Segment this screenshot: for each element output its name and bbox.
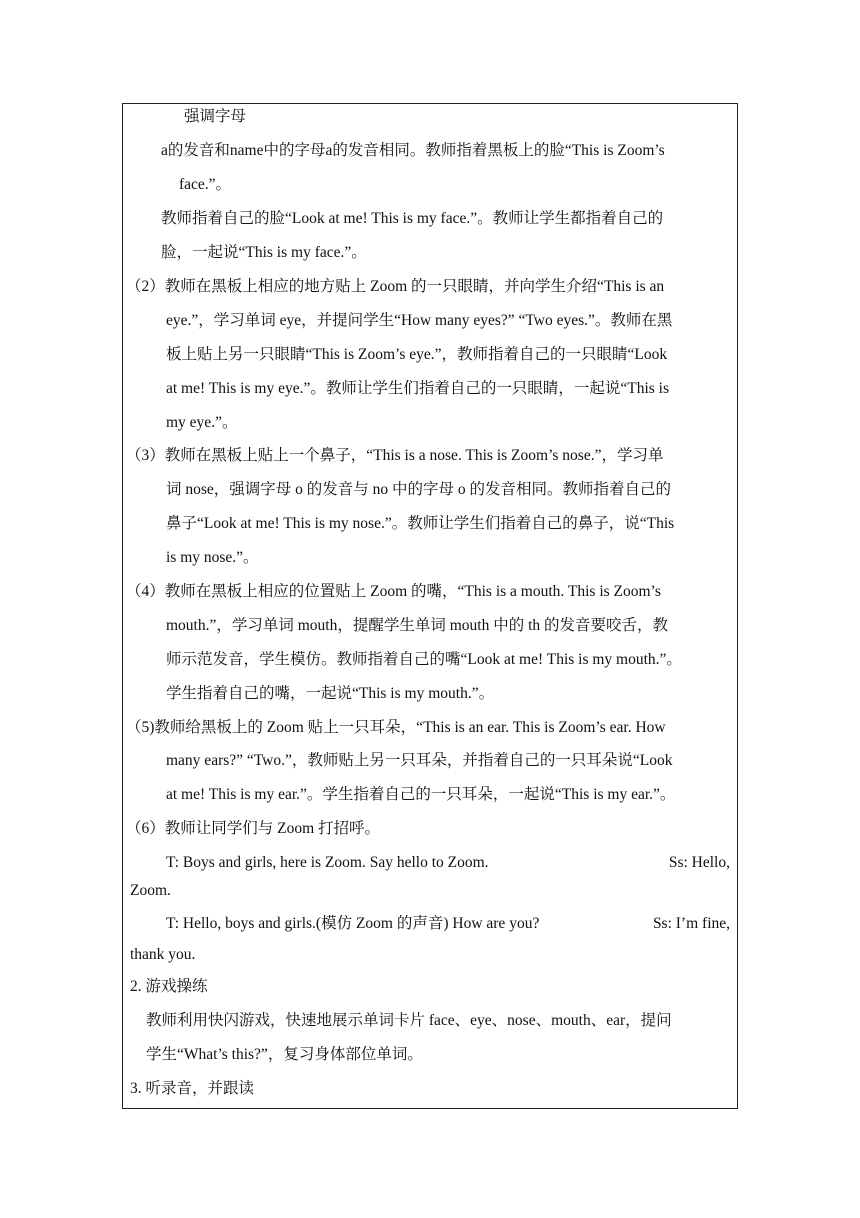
text-line: at me! This is my eye.”。教师让学生们指着自己的一只眼睛，一起说“This is: [166, 380, 669, 397]
text-line: 脸，一起说“This is my face.”。: [161, 244, 367, 261]
text-line: is my nose.”。: [166, 549, 259, 566]
dialogue-line: [166, 914, 730, 934]
text-line: 鼻子“Look at me! This is my nose.”。教师让学生们指着自己的鼻子，说“This: [166, 515, 675, 532]
text-line: at me! This is my ear.”。学生指着自己的一只耳朵，一起说“This is my ear.”。: [166, 786, 676, 803]
text-line: face.”。: [179, 176, 232, 193]
text-line: 教师利用快闪游戏，快速地展示单词卡片 face、eye、nose、mouth、ear，提问: [146, 1012, 672, 1029]
text-line: Zoom.: [130, 882, 171, 899]
text-line: 强调字母: [184, 108, 247, 125]
text-line: 板上贴上另一只眼睛“This is Zoom’s eye.”，教师指着自己的一只眼睛“Look: [166, 346, 668, 363]
text-line: （6）教师让同学们与 Zoom 打招呼。: [126, 820, 381, 837]
student-reply: Ss: I’m fine,: [652, 915, 730, 932]
text-line: 学生指着自己的嘴，一起说“This is my mouth.”。: [166, 685, 495, 702]
text-line: （4）教师在黑板上相应的位置贴上 Zoom 的嘴，“This is a mouth. This is Zoom’s: [126, 583, 661, 600]
text-line: mouth.”，学习单词 mouth，提醒学生单词 mouth 中的 th 的发音要咬舌，教: [166, 617, 669, 634]
section-heading: 3. 听录音，并跟读: [130, 1080, 255, 1097]
text-line: 词 nose，强调字母 o 的发音与 no 中的字母 o 的发音相同。教师指着自己的: [166, 481, 672, 498]
text-line: （5)教师给黑板上的 Zoom 贴上一只耳朵，“This is an ear. This is Zoom’s ear. How: [126, 719, 666, 736]
text-line: （2）教师在黑板上相应的地方贴上 Zoom 的一只眼睛，并向学生介绍“This is an: [126, 278, 665, 295]
text-line: 师示范发音，学生模仿。教师指着自己的嘴“Look at me! This is my mouth.”。: [166, 651, 682, 668]
text-line: 教师指着自己的脸“Look at me! This is my face.”。教师让学生都指着自己的: [161, 210, 664, 227]
teacher-line: T: Hello, boys and girls.(模仿 Zoom 的声音) How are you?: [166, 915, 540, 932]
teacher-line: T: Boys and girls, here is Zoom. Say hello to Zoom.: [166, 854, 489, 871]
section-heading: 2. 游戏操练: [130, 978, 208, 995]
student-reply: Ss: Hello,: [668, 854, 730, 871]
text-line: a的发音和name中的字母a的发音相同。教师指着黑板上的脸“This is Zoom’s: [161, 142, 665, 159]
text-line: thank you.: [130, 946, 196, 963]
text-line: 学生“What’s this?”，复习身体部位单词。: [146, 1046, 423, 1063]
text-line: many ears?” “Two.”，教师贴上另一只耳朵，并指着自己的一只耳朵说“Look: [166, 752, 673, 769]
text-line: （3）教师在黑板上贴上一个鼻子，“This is a nose. This is Zoom’s nose.”，学习单: [126, 447, 664, 464]
text-line: my eye.”。: [166, 414, 238, 431]
text-line: eye.”，学习单词 eye，并提问学生“How many eyes?” “Two eyes.”。教师在黑: [166, 312, 673, 329]
dialogue-line: [166, 853, 730, 873]
